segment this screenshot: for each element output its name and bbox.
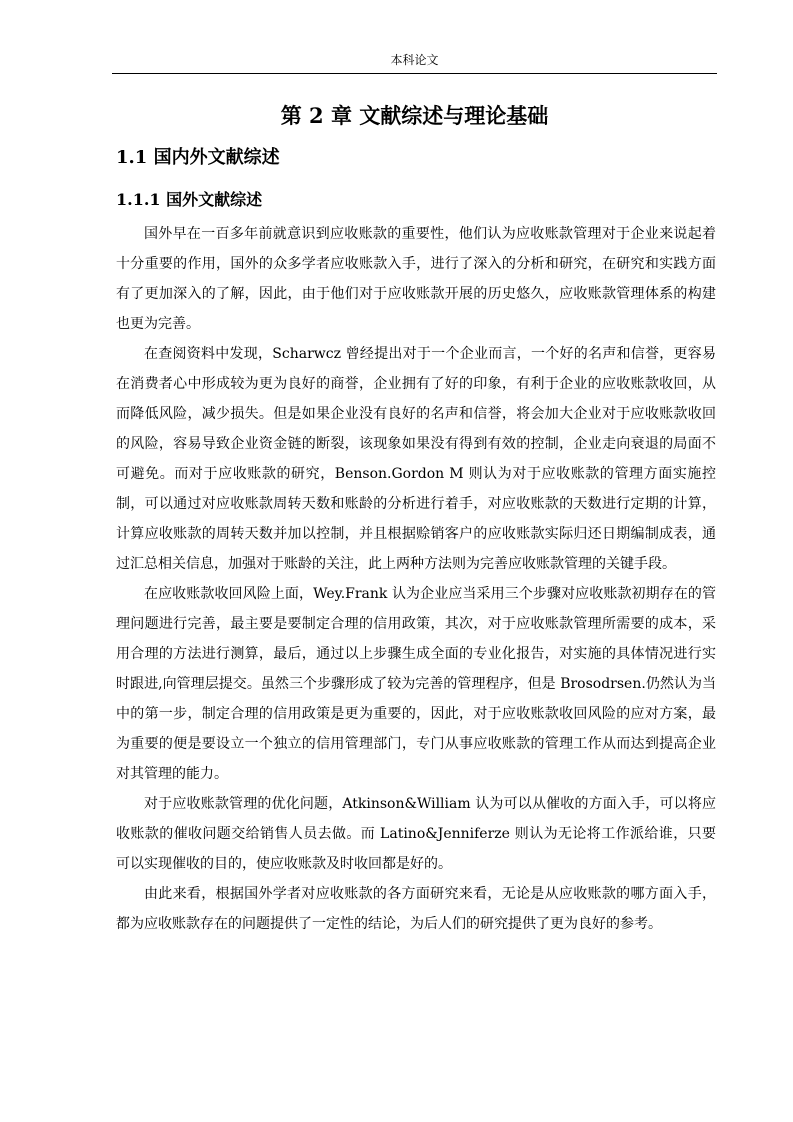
- paragraph: 在应收账款收回风险上面，Wey.Frank 认为企业应当采用三个步骤对应收账款初期存在的管理问题进行完善，最主要是要制定合理的信用政策，其次，对于应收账款管理所需要的成本，采用合理的方法进行测算，最后，通过以上步骤生成全面的专业化报告，对实施的具体情况进行实时跟进,向管理层提交。虽然三个步骤形成了较为完善的管理程序，但是 Brosodrsen.仍然认为当中的第一步，制定合理的信用政策是更为重要的，因此，对于应收账款收回风险的应对方案，最为重要的便是要设立一个独立的信用管理部门，专门从事应收账款的管理工作从而达到提高企业对其管理的能力。: [116, 586, 716, 782]
- header-divider: [112, 73, 717, 74]
- paragraph: 国外早在一百多年前就意识到应收账款的重要性，他们认为应收账款管理对于企业来说起着十分重要的作用，国外的众多学者应收账款入手，进行了深入的分析和研究，在研究和实践方面有了更加深入的了解，因此，由于他们对于应收账款开展的历史悠久，应收账款管理体系的构建也更为完善。: [116, 226, 716, 332]
- chapter-title: 第 2 章 文献综述与理论基础: [280, 103, 549, 128]
- body-text: [116, 219, 716, 939]
- paragraph: 对于应收账款管理的优化问题，Atkinson&William 认为可以从催收的方面入手，可以将应收账款的催收问题交给销售人员去做。而 Latino&Jenniferze 则认为无论将工作派给谁，只要可以实现催收的目的，使应收账款及时收回都是好的。: [116, 796, 716, 872]
- subsection-heading: 1.1.1 国外文献综述: [116, 190, 263, 209]
- running-header: 本科论文: [390, 53, 439, 67]
- paragraph: 由此来看，根据国外学者对应收账款的各方面研究来看，无论是从应收账款的哪方面入手，都为应收账款存在的问题提供了一定性的结论，为后人们的研究提供了更为良好的参考。: [116, 886, 716, 932]
- paragraph: 在查阅资料中发现，Scharwcz 曾经提出对于一个企业而言，一个好的名声和信誉，更容易在消费者心中形成较为更为良好的商誉，企业拥有了好的印象，有利于企业的应收账款收回，从而降低风险，减少损失。但是如果企业没有良好的名声和信誉，将会加大企业对于应收账款收回的风险，容易导致企业资金链的断裂，该现象如果没有得到有效的控制，企业走向衰退的局面不可避免。而对于应收账款的研究，Benson.Gordon M 则认为对于应收账款的管理方面实施控制，可以通过对应收账款周转天数和账龄的分析进行着手，对应收账款的天数进行定期的计算，计算应收账款的周转天数并加以控制，并且根据赊销客户的应收账款实际归还日期编制成表，通过汇总相关信息，加强对于账龄的关注，此上两种方法则为完善应收账款管理的关键手段。: [116, 346, 716, 572]
- section-heading: 1.1 国内外文献综述: [116, 147, 280, 168]
